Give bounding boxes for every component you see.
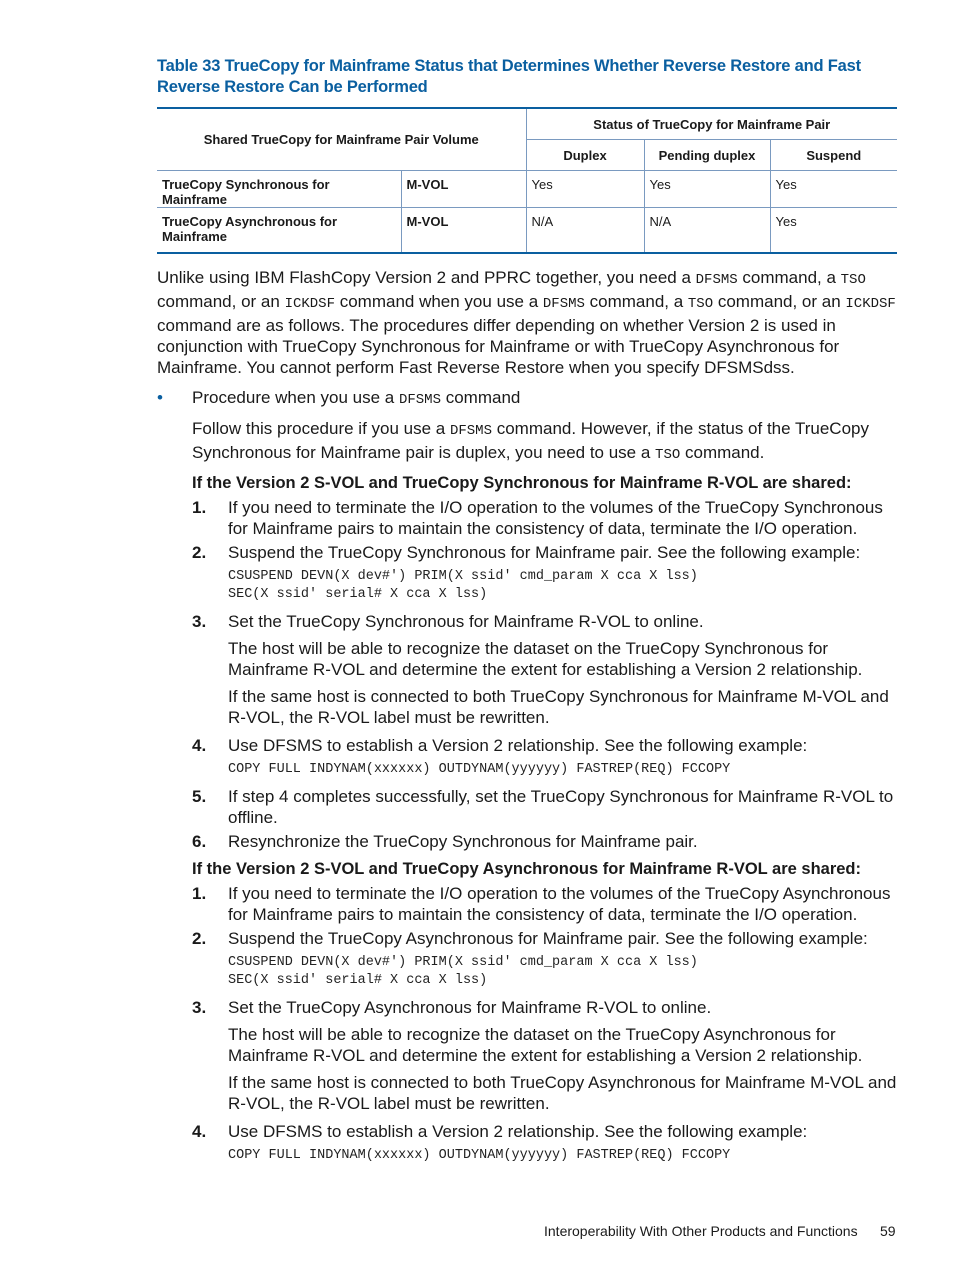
- cell-pair: TrueCopy Asynchronous for Mainframe: [157, 208, 401, 254]
- table-row: [157, 171, 897, 208]
- page-number: 59: [880, 1223, 896, 1239]
- header-pending-duplex: Pending duplex: [644, 140, 770, 171]
- sync-step-5: 5. If step 4 completes successfully, set the TrueCopy Synchronous for Mainframe R-VOL to offline.: [192, 787, 894, 827]
- sync-code-suspend: CSUSPEND DEVN(X dev#') PRIM(X ssid' cmd_param X cca X lss) SEC(X ssid' serial# X cca X lss): [228, 569, 698, 602]
- async-code-copy: COPY FULL INDYNAM(xxxxxx) OUTDYNAM(yyyyyy) FASTREP(REQ) FCCOPY: [228, 1148, 731, 1163]
- header-suspend: Suspend: [770, 140, 897, 171]
- header-duplex: Duplex: [526, 140, 644, 171]
- sync-step-1: 1. If you need to terminate the I/O operation to the volumes of the TrueCopy Synchronous for Mainframe pairs to maintain the consistency of data, terminate the I/O operation.: [192, 498, 883, 538]
- sync-step-3-note-2: If the same host is connected to both TrueCopy Synchronous for Mainframe M-VOL and R-VOL, the R-VOL label must be rewritten.: [228, 687, 889, 727]
- sync-code-copy: COPY FULL INDYNAM(xxxxxx) OUTDYNAM(yyyyyy) FASTREP(REQ) FCCOPY: [228, 762, 731, 777]
- async-heading: If the Version 2 S-VOL and TrueCopy Asynchronous for Mainframe R-VOL are shared:: [192, 860, 862, 878]
- cell-duplex: N/A: [526, 208, 644, 254]
- cell-duplex: Yes: [526, 171, 644, 208]
- async-step-1: 1. If you need to terminate the I/O operation to the volumes of the TrueCopy Asynchronous for Mainframe pairs to maintain the consistency of data, terminate the I/O operation.: [192, 884, 891, 924]
- bullet-icon: •: [157, 388, 163, 407]
- cell-suspend: Yes: [770, 208, 897, 254]
- page-footer: [544, 1223, 896, 1239]
- table-row: [157, 208, 897, 254]
- sync-step-4: 4. Use DFSMS to establish a Version 2 relationship. See the following example:: [192, 736, 808, 755]
- async-step-4: 4. Use DFSMS to establish a Version 2 relationship. See the following example:: [192, 1122, 808, 1141]
- footer-section-title: Interoperability With Other Products and Functions: [544, 1223, 858, 1239]
- header-shared-volume: Shared TrueCopy for Mainframe Pair Volume: [157, 108, 526, 171]
- intro-paragraph: Unlike using IBM FlashCopy Version 2 and PPRC together, you need a DFSMS command, a TSO command, or an ICKDSF command when you use a DFSMS command, a TSO command, or an ICKDSF command are as follows. The procedures differ depending on whether Version 2 is used in conjunction with TrueCopy Synchronous for Mainframe or with TrueCopy Asynchronous for Mainframe. You cannot perform Fast Reverse Restore when you specify DFSMSdss.: [157, 268, 896, 377]
- bullet-item: • Procedure when you use a DFSMS command: [157, 388, 521, 408]
- sync-heading: If the Version 2 S-VOL and TrueCopy Synchronous for Mainframe R-VOL are shared:: [192, 474, 852, 492]
- async-step-3-note-2: If the same host is connected to both TrueCopy Asynchronous for Mainframe M-VOL and R-VOL, the R-VOL label must be rewritten.: [228, 1073, 897, 1113]
- table-caption: Table 33 TrueCopy for Mainframe Status that Determines Whether Reverse Restore and Fast Reverse Restore Can be Performed: [157, 57, 861, 96]
- cell-suspend: Yes: [770, 171, 897, 208]
- sync-step-6: 6. Resynchronize the TrueCopy Synchronous for Mainframe pair.: [192, 832, 698, 851]
- async-code-suspend: CSUSPEND DEVN(X dev#') PRIM(X ssid' cmd_param X cca X lss) SEC(X ssid' serial# X cca X lss): [228, 955, 698, 988]
- cell-pending: Yes: [644, 171, 770, 208]
- cell-pair: TrueCopy Synchronous for Mainframe: [157, 171, 401, 208]
- sync-step-3-note-1: The host will be able to recognize the dataset on the TrueCopy Synchronous for Mainframe R-VOL and determine the extent for establishing a Version 2 relationship.: [228, 639, 863, 679]
- page-content: [157, 56, 897, 1165]
- sync-step-3: 3. Set the TrueCopy Synchronous for Mainframe R-VOL to online.: [192, 612, 704, 631]
- cell-volume: M-VOL: [401, 208, 526, 254]
- async-step-3-note-1: The host will be able to recognize the dataset on the TrueCopy Asynchronous for Mainframe R-VOL and determine the extent for establishing a Version 2 relationship.: [228, 1025, 863, 1065]
- sync-step-2: 2. Suspend the TrueCopy Synchronous for Mainframe pair. See the following example:: [192, 543, 861, 562]
- async-step-3: 3. Set the TrueCopy Asynchronous for Mainframe R-VOL to online.: [192, 998, 712, 1017]
- cell-volume: M-VOL: [401, 171, 526, 208]
- status-table: [157, 107, 897, 254]
- header-pair-status: Status of TrueCopy for Mainframe Pair: [526, 108, 897, 140]
- cell-pending: N/A: [644, 208, 770, 254]
- async-step-2: 2. Suspend the TrueCopy Asynchronous for Mainframe pair. See the following example:: [192, 929, 868, 948]
- bullet-follow-text: Follow this procedure if you use a DFSMS command. However, if the status of the TrueCopy Synchronous for Mainframe pair is duplex, you need to use a TSO command.: [192, 419, 869, 463]
